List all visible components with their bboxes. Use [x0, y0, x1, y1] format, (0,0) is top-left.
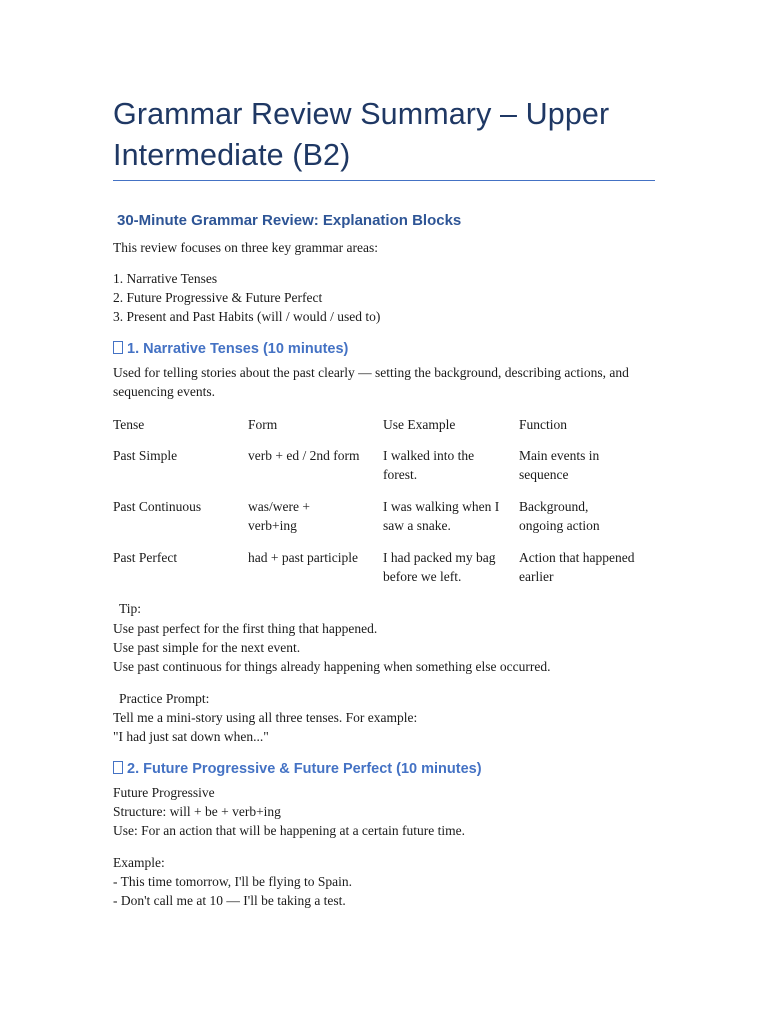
example-line: - Don't call me at 10 — I'll be taking a test. — [113, 893, 346, 908]
missing-glyph-icon — [113, 761, 123, 774]
table-header-use-example: Use Example — [383, 417, 456, 432]
section-heading: 30-Minute Grammar Review: Explanation Blocks — [117, 212, 462, 229]
intro-text: This review focuses on three key grammar areas: — [113, 240, 379, 255]
example-line: - This time tomorrow, I'll be flying to Spain. — [113, 874, 353, 889]
example-label: Example: — [113, 855, 165, 870]
table-cell: verb + ed / 2nd form — [248, 448, 360, 463]
table-cell: had + past participle — [248, 550, 358, 565]
tip-label: Tip: — [119, 601, 142, 616]
title-underline — [113, 180, 655, 181]
narrative-heading-text: 1. Narrative Tenses (10 minutes) — [127, 341, 349, 357]
area-item-2: 2. Future Progressive & Future Perfect — [113, 290, 323, 305]
table-cell: Main events in sequence — [519, 448, 600, 483]
future-line: Use: For an action that will be happening at a certain future time. — [113, 823, 466, 838]
future-heading-text: 2. Future Progressive & Future Perfect (10 minutes) — [127, 761, 482, 777]
tip-line: Use past perfect for the first thing that happened. — [113, 621, 378, 636]
table-cell: I had packed my bag before we left. — [383, 550, 496, 585]
table-cell: was/were + verb+ing — [248, 499, 310, 534]
table-cell: I was walking when I saw a snake. — [383, 499, 500, 534]
area-item-3: 3. Present and Past Habits (will / would / used to) — [113, 309, 381, 324]
future-line: Future Progressive — [113, 785, 215, 800]
table-header-function: Function — [519, 417, 568, 432]
table-header-tense: Tense — [113, 417, 145, 432]
practice-line: Tell me a mini-story using all three tenses. For example: — [113, 710, 418, 725]
practice-label: Practice Prompt: — [119, 691, 210, 706]
table-cell: I walked into the forest. — [383, 448, 475, 483]
area-item-1: 1. Narrative Tenses — [113, 271, 218, 286]
table-cell: Background, ongoing action — [519, 499, 600, 534]
table-cell: Past Continuous — [113, 499, 202, 514]
narrative-description: Used for telling stories about the past clearly — setting the background, describing actions, and sequencing events. — [113, 365, 629, 400]
future-heading — [113, 761, 482, 777]
table-cell: Action that happened earlier — [519, 550, 635, 585]
narrative-heading — [113, 341, 348, 357]
missing-glyph-icon — [113, 341, 123, 354]
document-title: Grammar Review Summary – Upper Intermediate (B2) — [113, 97, 610, 172]
future-line: Structure: will + be + verb+ing — [113, 804, 281, 819]
tip-line: Use past simple for the next event. — [113, 640, 301, 655]
table-cell: Past Perfect — [113, 550, 178, 565]
table-cell: Past Simple — [113, 448, 178, 463]
tip-line: Use past continuous for things already happening when something else occurred. — [113, 659, 551, 674]
practice-line: "I had just sat down when..." — [113, 729, 269, 744]
table-header-form: Form — [248, 417, 278, 432]
